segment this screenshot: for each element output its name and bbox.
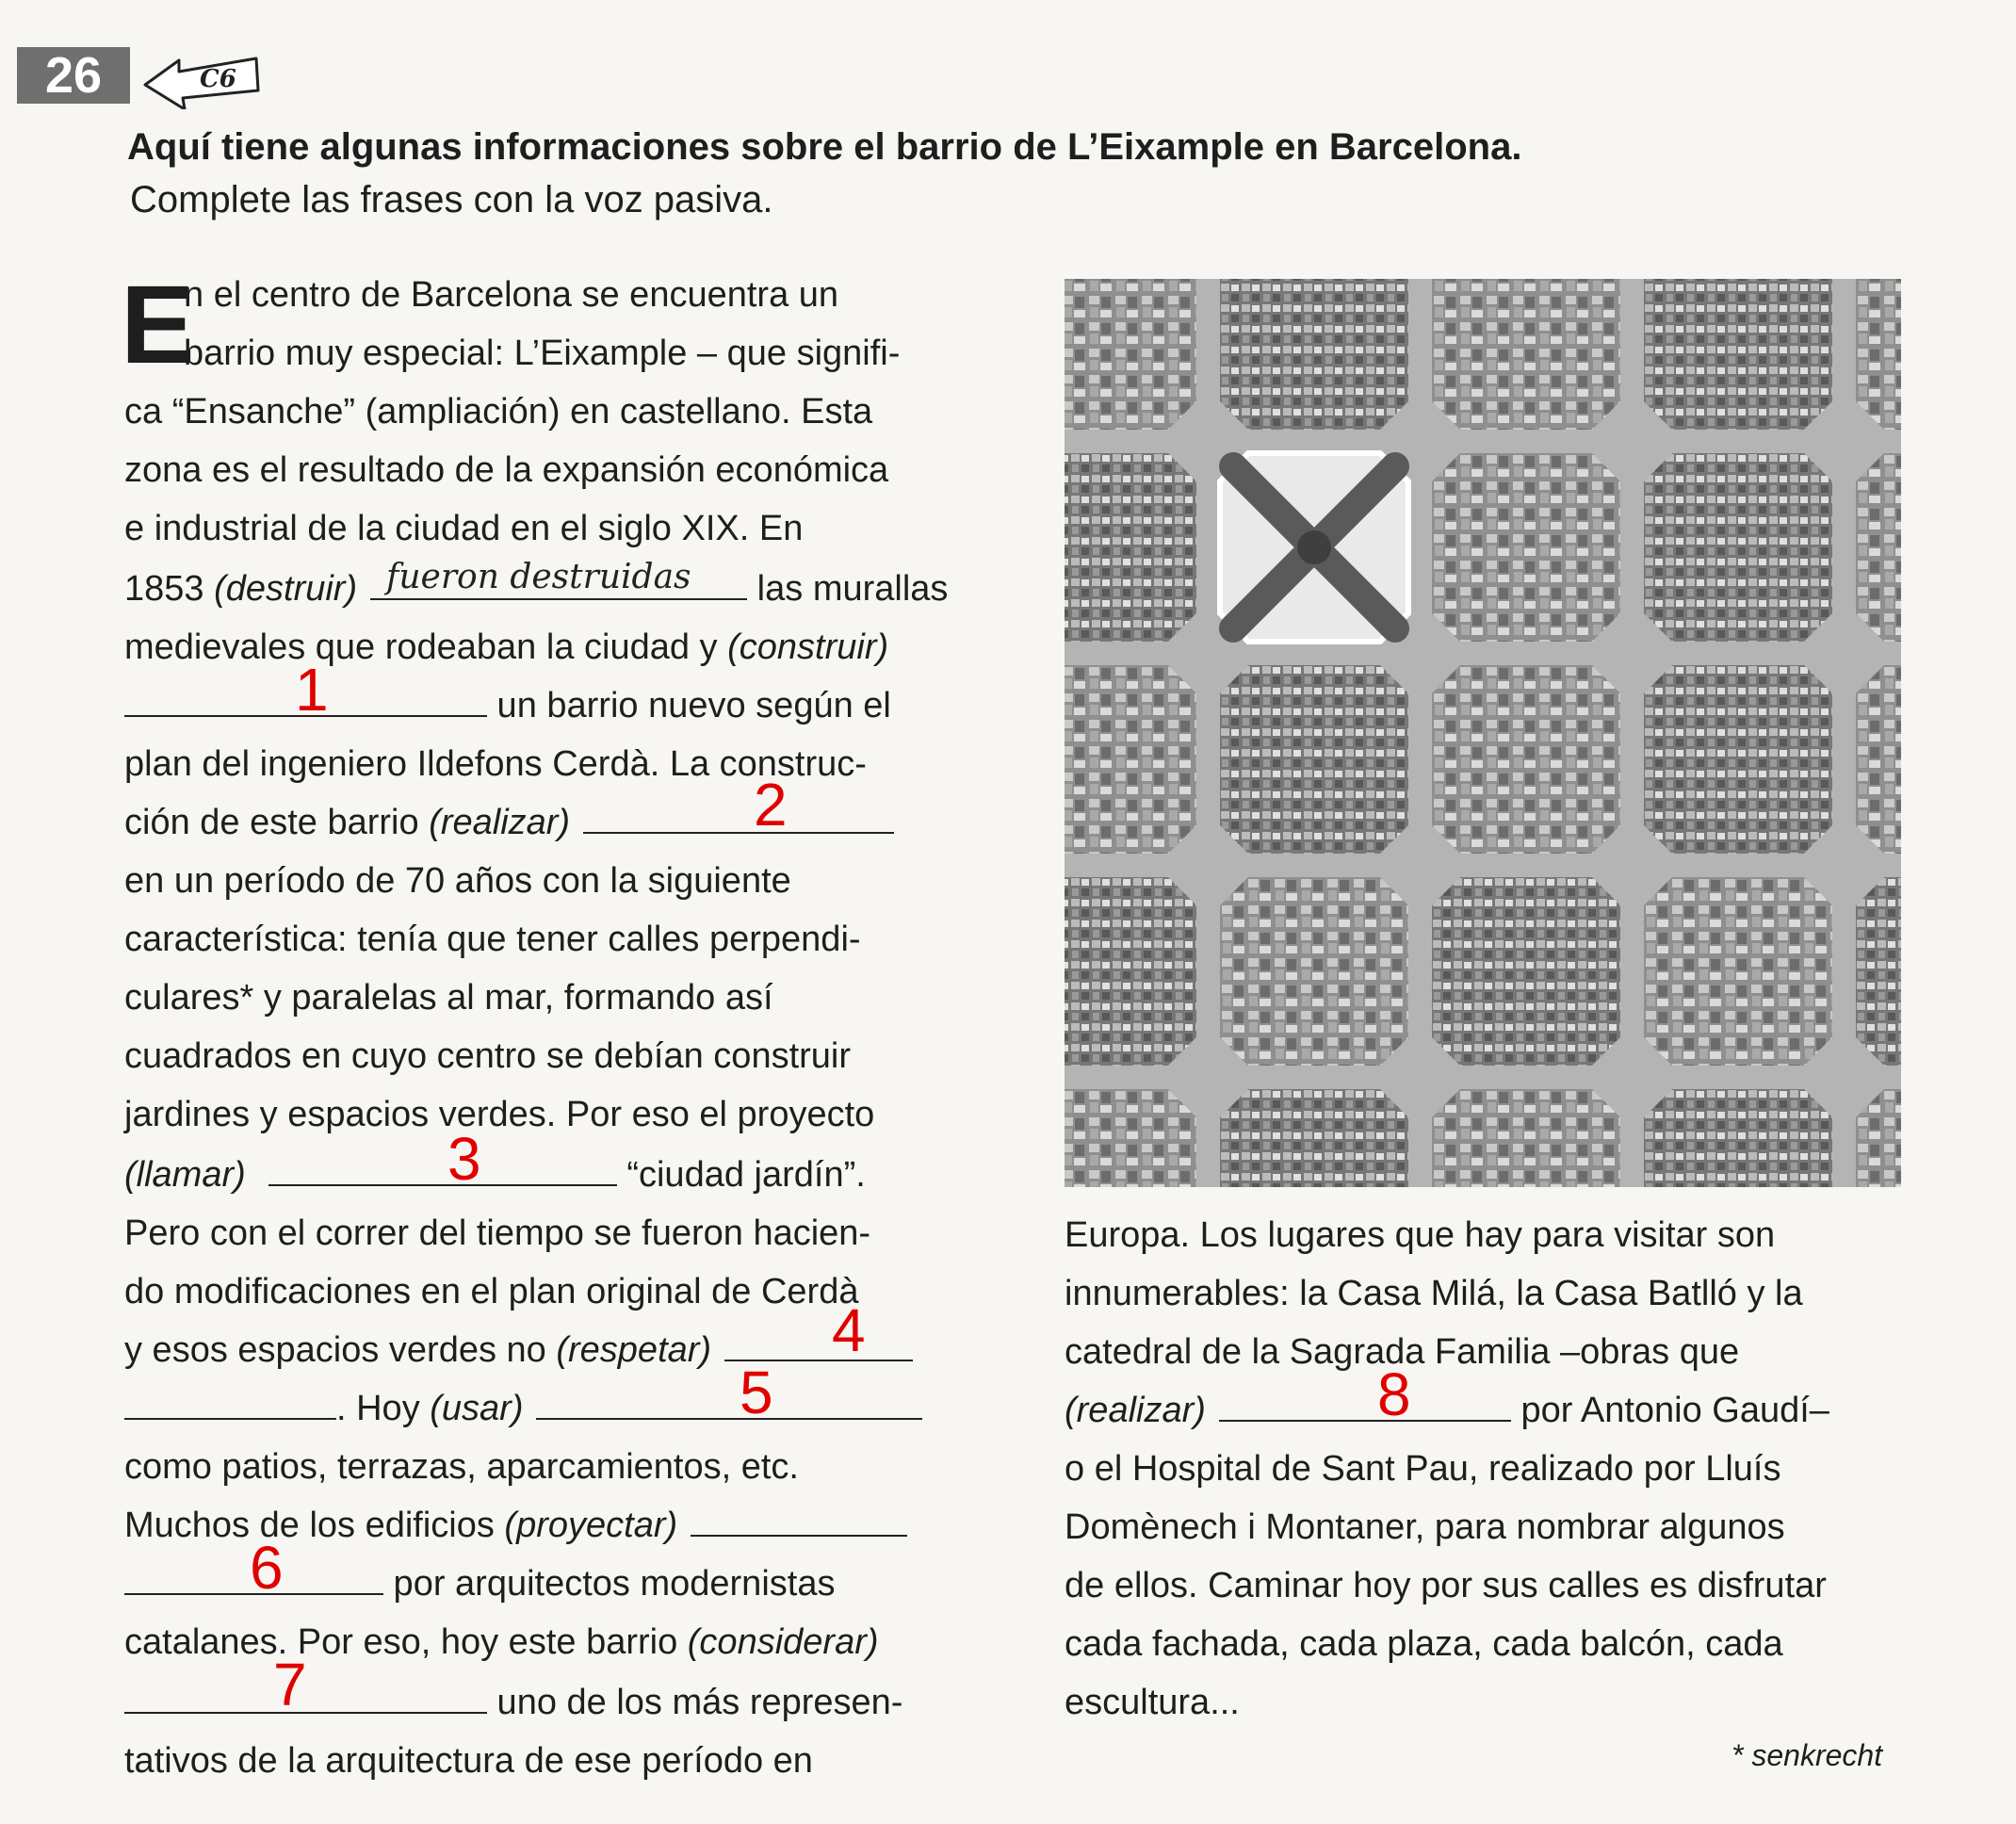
text-line [124, 1679, 902, 1726]
verb-prompt: (considerar) [687, 1622, 879, 1662]
text-line: jardines y espacios verdes. Por eso el proyecto [124, 1095, 875, 1134]
verb-prompt: (usar) [430, 1389, 524, 1428]
text-line: o el Hospital de Sant Pau, realizado por Lluís [1065, 1449, 1781, 1489]
text-fragment: “ciudad jardín”. [616, 1155, 866, 1195]
text-line [124, 1327, 913, 1374]
text-line: plan del ingeniero Ildefons Cerdà. La construc- [124, 744, 867, 784]
text-line [124, 1385, 922, 1432]
example-answer: fueron destruidas [386, 558, 691, 596]
exercise-instructions: Complete las frases con la voz pasiva. [130, 179, 773, 220]
exercise-title: Aquí tiene algunas informaciones sobre el barrio de L’Eixample en Barcelona. [127, 126, 1522, 168]
text-line [124, 682, 891, 729]
text-line [1065, 1387, 1829, 1434]
answer-blank-6a[interactable] [691, 1503, 907, 1537]
text-line: escultura... [1065, 1683, 1240, 1722]
blank-marker-3: 3 [447, 1125, 481, 1193]
text-line: cada fachada, cada plaza, cada balcón, cada [1065, 1624, 1783, 1664]
text-line: culares* y paralelas al mar, formando así [124, 978, 773, 1018]
text-line: do modificaciones en el plan original de Cerdà [124, 1272, 859, 1311]
blank-marker-1: 1 [295, 656, 329, 724]
exercise-number: 26 [17, 47, 130, 104]
blank-marker-4: 4 [832, 1296, 866, 1364]
aerial-photo-eixample [1065, 279, 1901, 1187]
text-fragment: ción de este barrio [124, 803, 430, 842]
answer-blank-4b[interactable] [124, 1386, 336, 1420]
text-line: innumerables: la Casa Milá, la Casa Batlló y la [1065, 1274, 1803, 1313]
text-line: n el centro de Barcelona se encuentra un [184, 275, 839, 315]
answer-blank-2[interactable] [583, 800, 894, 834]
answer-blank-8[interactable] [1219, 1388, 1511, 1422]
reference-label: C6 [200, 65, 236, 93]
verb-prompt: (destruir) [214, 569, 358, 609]
verb-prompt: (realizar) [429, 803, 571, 842]
text-fragment: Muchos de los edificios [124, 1506, 505, 1545]
text-line [124, 1619, 879, 1666]
text-line: cuadrados en cuyo centro se debían construir [124, 1036, 852, 1076]
verb-prompt: (construir) [727, 627, 889, 667]
verb-prompt: (proyectar) [504, 1506, 678, 1545]
text-line [124, 1560, 835, 1607]
text-line: como patios, terrazas, aparcamientos, etc. [124, 1447, 799, 1487]
text-line: en un período de 70 años con la siguiente [124, 861, 791, 901]
answer-blank-3[interactable] [268, 1152, 617, 1186]
blank-marker-8: 8 [1377, 1360, 1411, 1428]
answer-blank-4a[interactable] [724, 1327, 913, 1361]
text-fragment: por arquitectos modernistas [383, 1564, 836, 1604]
text-line: Domènech i Montaner, para nombrar algunos [1065, 1507, 1785, 1547]
text-line: catedral de la Sagrada Familia –obras que [1065, 1332, 1740, 1372]
text-line [124, 624, 888, 671]
text-fragment: uno de los más represen- [487, 1683, 903, 1722]
blank-marker-5: 5 [740, 1359, 773, 1426]
answer-blank-5[interactable] [536, 1386, 922, 1420]
text-fragment: un barrio nuevo según el [487, 686, 891, 725]
text-fragment: y esos espacios verdes no [124, 1330, 557, 1370]
drop-cap: E [121, 263, 195, 387]
text-fragment: por Antonio Gaudí– [1510, 1391, 1829, 1430]
text-line: e industrial de la ciudad en el siglo XIX. En [124, 509, 804, 548]
text-line [124, 1502, 907, 1549]
verb-prompt: (respetar) [556, 1330, 712, 1370]
text-fragment: . Hoy [336, 1389, 431, 1428]
blank-marker-7: 7 [273, 1651, 307, 1718]
text-fragment: catalanes. Por eso, hoy este barrio [124, 1622, 688, 1662]
text-fragment: las murallas [747, 569, 949, 609]
text-line: zona es el resultado de la expansión económica [124, 450, 889, 490]
verb-prompt: (llamar) [124, 1155, 246, 1195]
text-line: ca “Ensanche” (ampliación) en castellano. Esta [124, 392, 873, 432]
blank-marker-2: 2 [754, 771, 788, 839]
blank-marker-6: 6 [250, 1534, 284, 1602]
reference-arrow-icon [141, 49, 264, 109]
text-line: de ellos. Caminar hoy por sus calles es disfrutar [1065, 1566, 1827, 1605]
text-line: barrio muy especial: L’Eixample – que signifi- [184, 334, 901, 373]
verb-prompt: (realizar) [1065, 1391, 1206, 1430]
footnote: * senkrecht [1731, 1738, 1883, 1772]
text-fragment: medievales que rodeaban la ciudad y [124, 627, 728, 667]
text-fragment: 1853 [124, 569, 215, 609]
text-line: tativos de la arquitectura de ese período en [124, 1741, 813, 1781]
text-line: Europa. Los lugares que hay para visitar son [1065, 1215, 1776, 1255]
text-line: Pero con el correr del tiempo se fueron hacien- [124, 1213, 871, 1253]
text-line: característica: tenía que tener calles perpendi- [124, 920, 861, 959]
text-line [124, 1151, 866, 1198]
